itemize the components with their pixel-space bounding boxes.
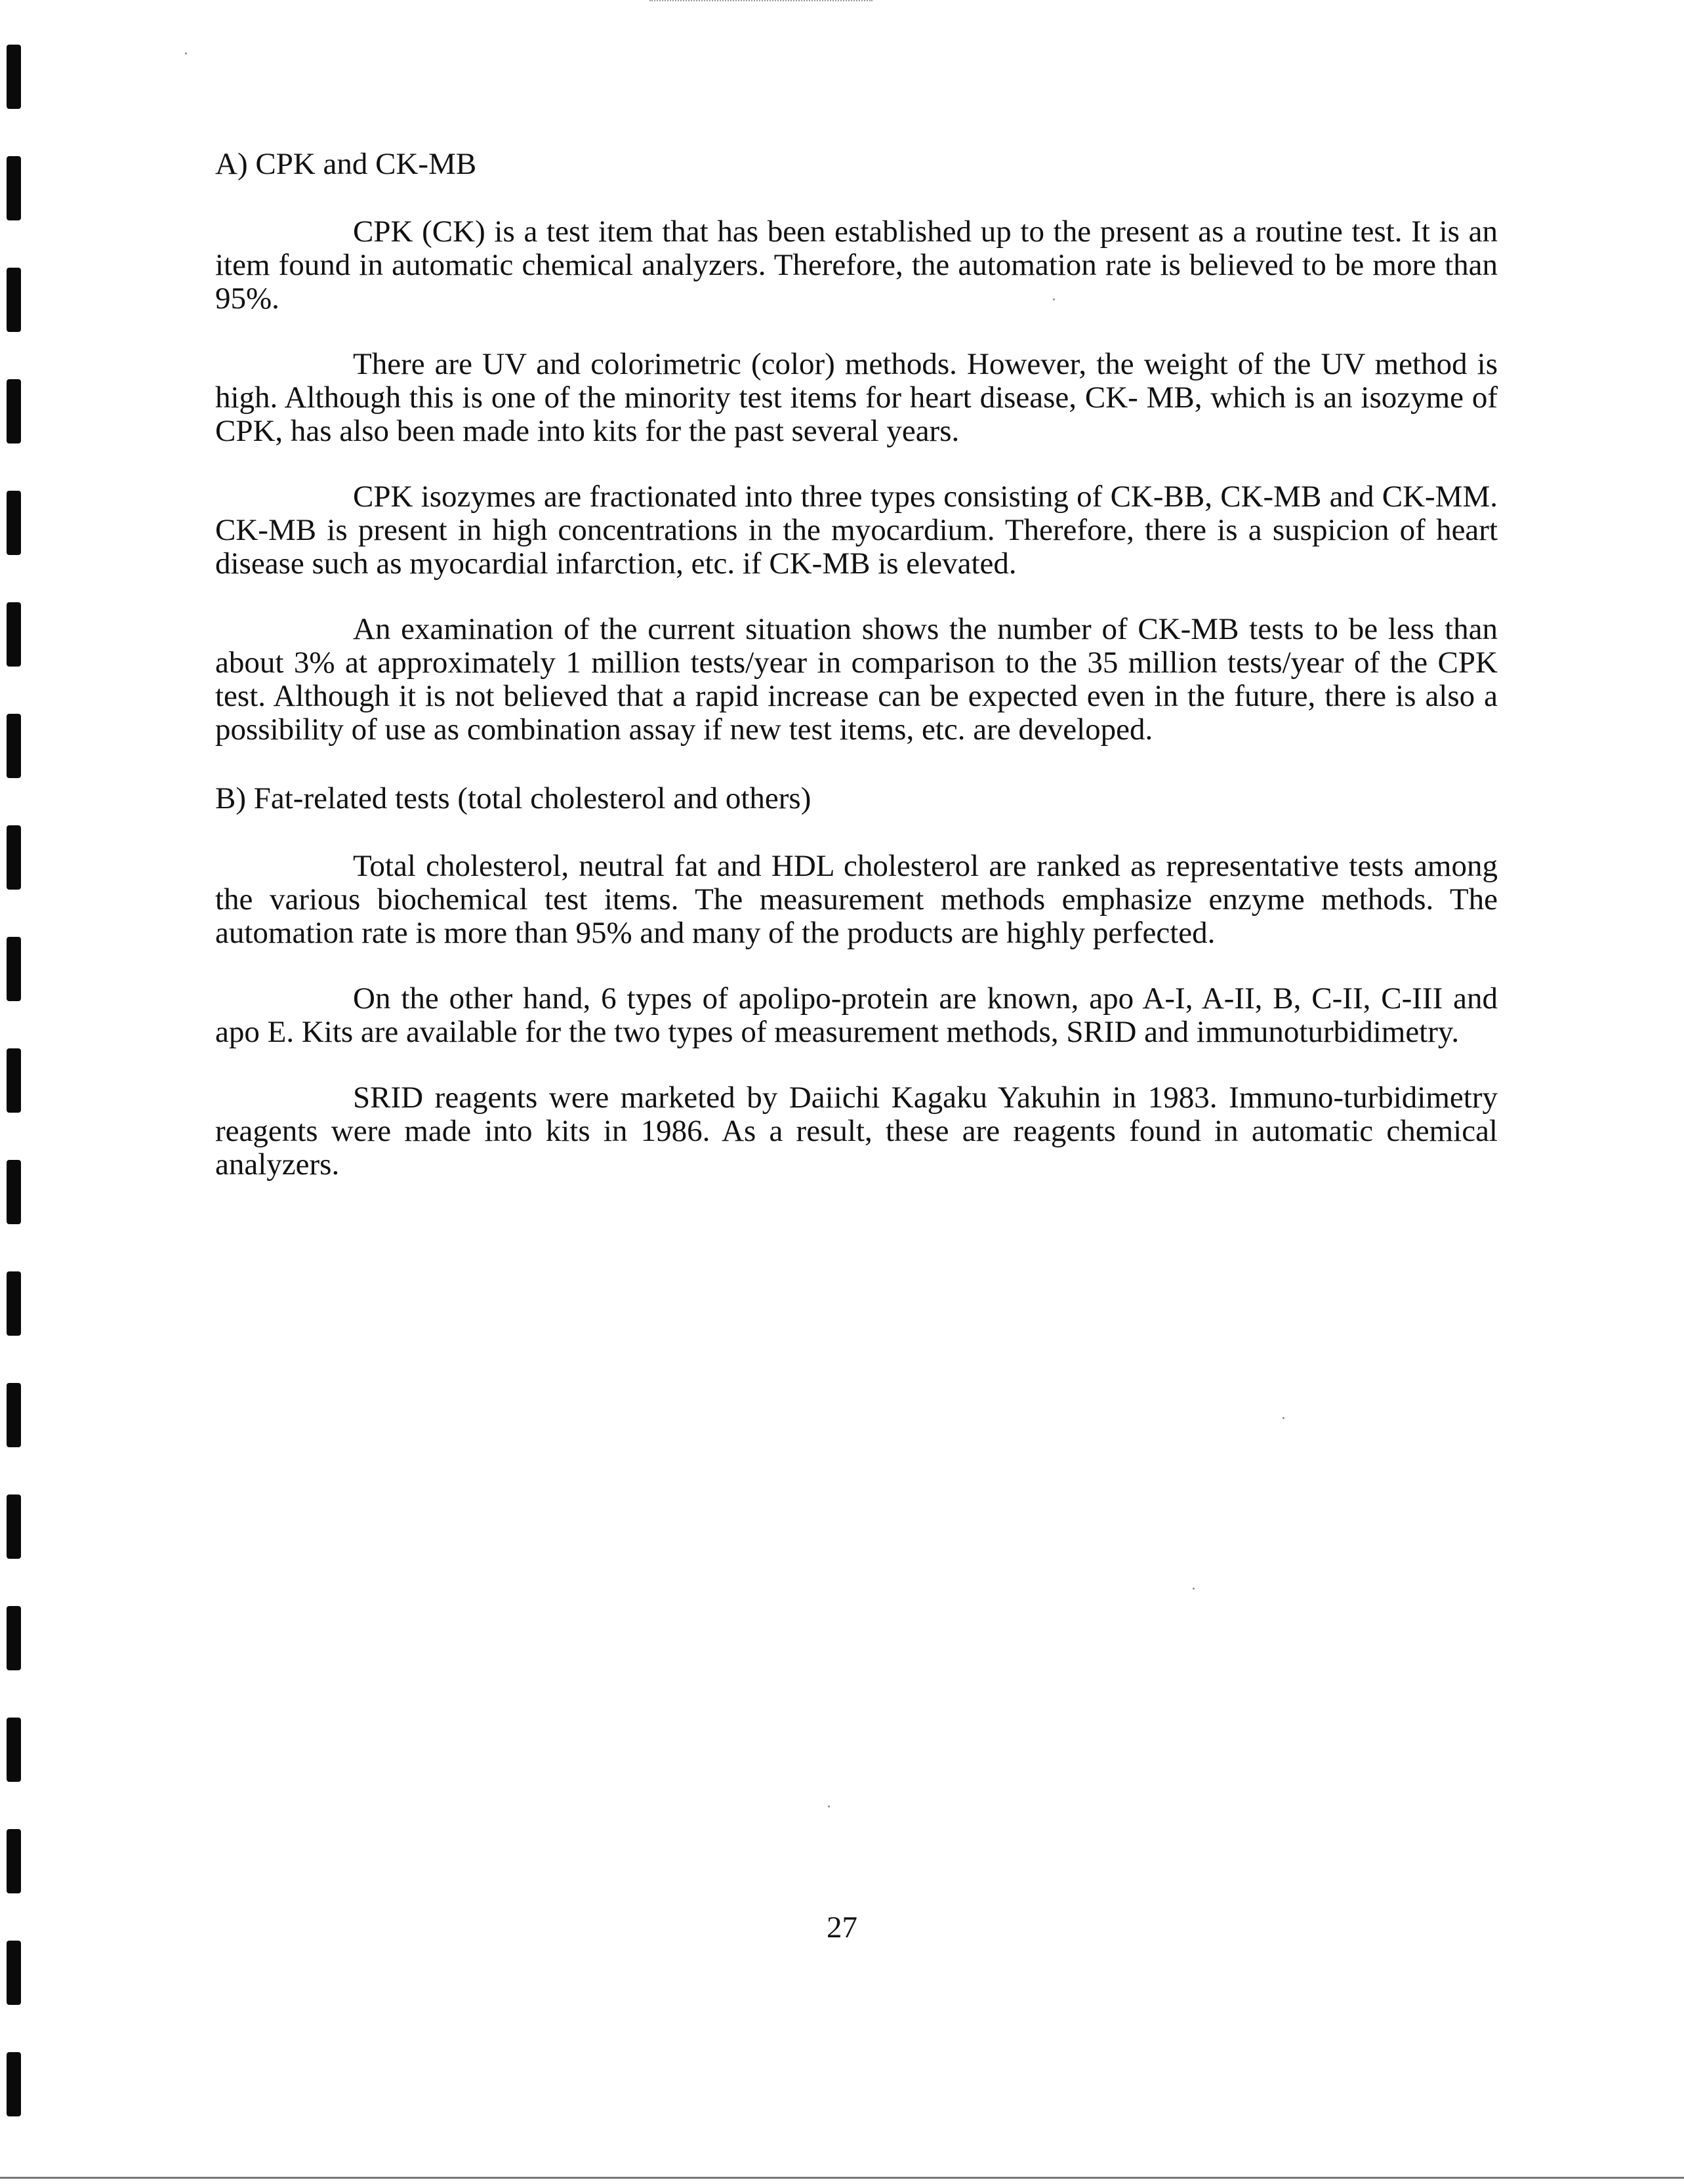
binding-hole-mark — [7, 45, 21, 109]
paragraph: SRID reagents were marketed by Daiichi Kagaku Yakuhin in 1983. Immuno-turbidimetry reagents were made into kits in 1986. As a result, these are reagents found in automatic chemical analyzers. — [215, 1081, 1498, 1182]
paragraph: There are UV and colorimetric (color) methods. However, the weight of the UV method is high. Although this is one of the minority test items for heart disease, CK- MB, which is an isozyme of CPK, has also been made into kits for the past several years. — [215, 347, 1498, 448]
scan-speck — [1283, 1417, 1284, 1419]
binding-hole-mark — [7, 1606, 21, 1670]
binding-hole-mark — [7, 602, 21, 667]
page-number: 27 — [827, 1910, 857, 1945]
binding-hole-mark — [7, 1829, 21, 1893]
page-body — [215, 144, 1498, 1214]
section-cpk-ckmb — [215, 144, 1498, 747]
binding-hole-mark — [7, 268, 21, 332]
section-heading: A) CPK and CK-MB — [215, 147, 477, 181]
binding-hole-mark — [7, 1048, 21, 1113]
binding-hole-mark — [7, 1383, 21, 1447]
binding-holes — [0, 0, 39, 2184]
paragraph: CPK isozymes are fractionated into three types consisting of CK-BB, CK-MB and CK-MM. CK-MB is present in high concentrations in the myocardium. Therefore, there is a suspicion of heart disease such as myocardial infarction, etc. if CK-MB is elevated. — [215, 480, 1498, 581]
binding-hole-mark — [7, 937, 21, 1001]
binding-hole-mark — [7, 379, 21, 443]
binding-hole-mark — [7, 1494, 21, 1559]
section-heading: B) Fat-related tests (total cholesterol and others) — [215, 781, 811, 815]
binding-hole-mark — [7, 1941, 21, 2005]
section-fat-related-tests — [215, 779, 1498, 1182]
paragraph: CPK (CK) is a test item that has been established up to the present as a routine test. It is an item found in automatic chemical analyzers. Therefore, the automation rate is believed to be more than 95%. — [215, 215, 1498, 316]
scan-speck — [828, 1805, 830, 1807]
binding-hole-mark — [7, 1718, 21, 1782]
scan-speck — [1193, 1588, 1195, 1590]
binding-hole-mark — [7, 1160, 21, 1224]
binding-hole-mark — [7, 1271, 21, 1336]
paragraph: An examination of the current situation shows the number of CK-MB tests to be less than about 3% at approximately 1 million tests/year in comparison to the 35 million tests/year of the CPK test. Although it is not believed that a rapid increase can be expected even in the future, there is also a possibility of use as combination assay if new test items, etc. are developed. — [215, 612, 1498, 747]
scan-speck — [185, 52, 187, 54]
paragraph: On the other hand, 6 types of apolipo-protein are known, apo A-I, A-II, B, C-II, C-III and apo E. Kits are available for the two types of measurement methods, SRID and immunoturbidimetry. — [215, 981, 1498, 1049]
paragraph: Total cholesterol, neutral fat and HDL cholesterol are ranked as representative tests among the various biochemical test items. The measurement methods emphasize enzyme methods. The automation rate is more than 95% and many of the products are highly perfected. — [215, 849, 1498, 950]
binding-hole-mark — [7, 714, 21, 778]
binding-hole-mark — [7, 156, 21, 220]
binding-hole-mark — [7, 491, 21, 555]
scan-edge-artifact — [649, 0, 873, 7]
scan-bottom-edge — [0, 2177, 1684, 2179]
binding-hole-mark — [7, 2052, 21, 2116]
binding-hole-mark — [7, 825, 21, 890]
